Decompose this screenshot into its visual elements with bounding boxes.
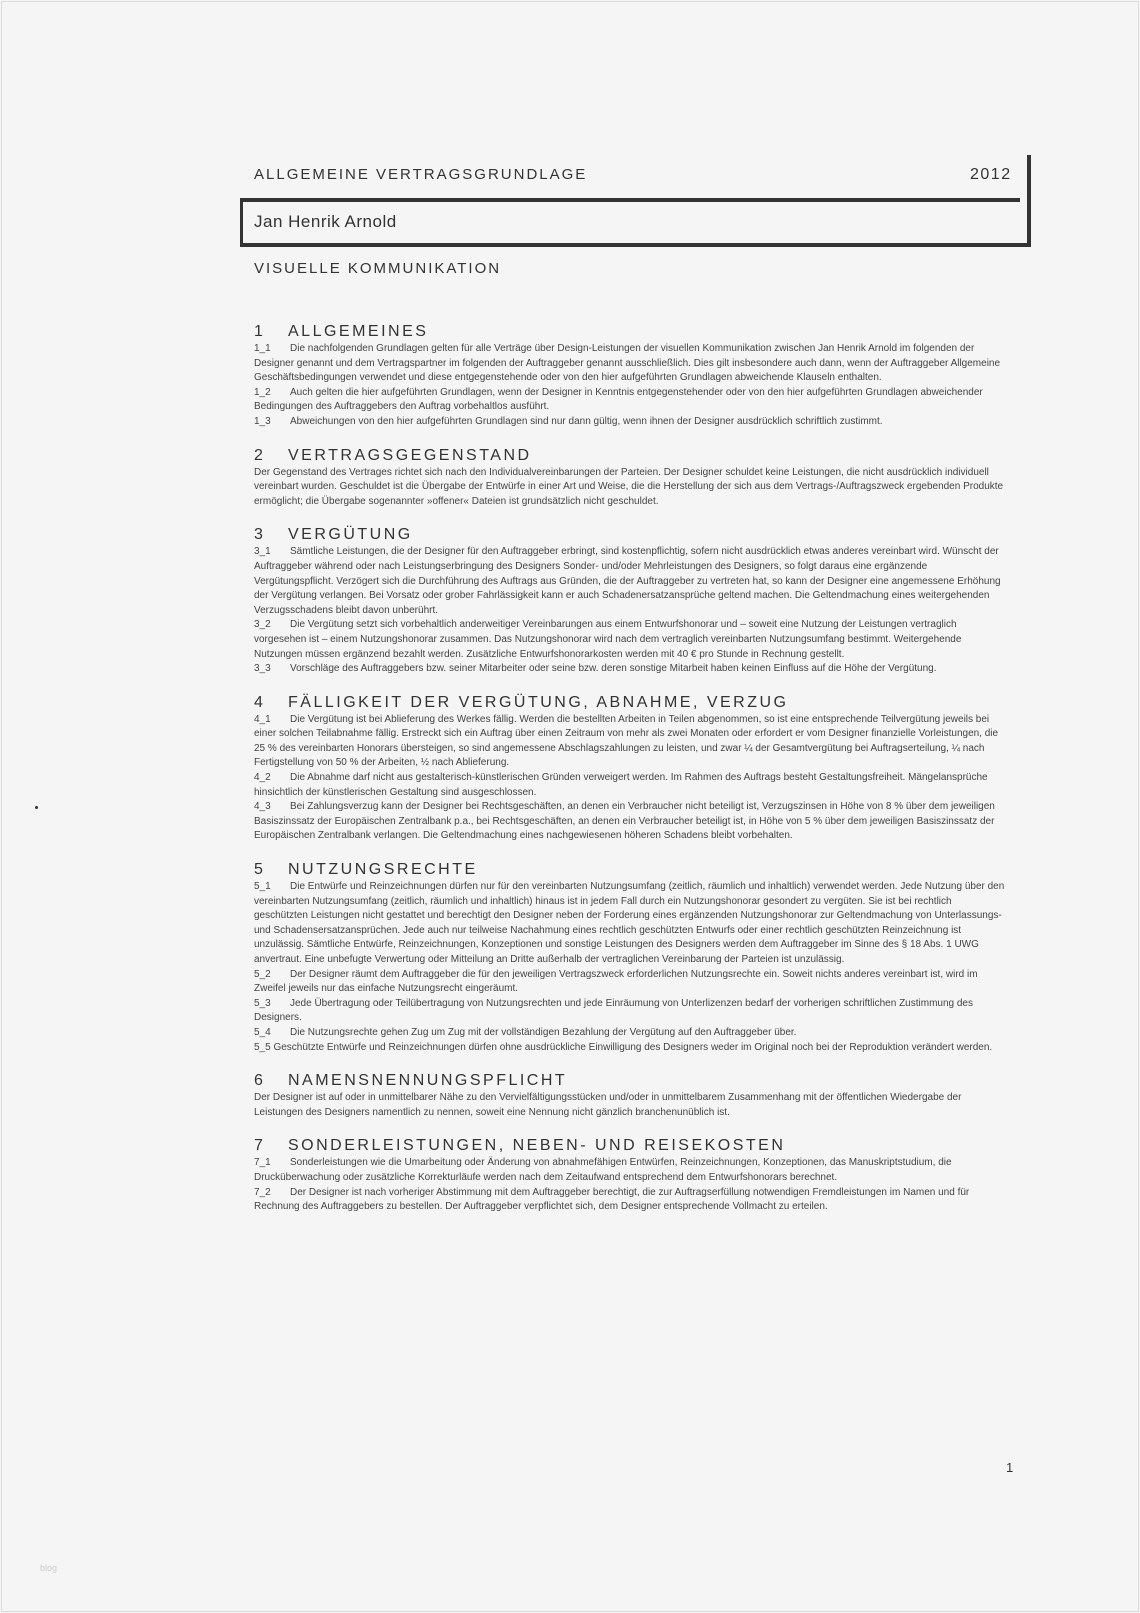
header-frame-line	[1027, 155, 1031, 247]
paragraph	[254, 466, 1006, 510]
paragraph	[254, 618, 1006, 662]
paragraph-number: 3_2	[254, 619, 271, 631]
section	[254, 1071, 1006, 1120]
document-subtitle: VISUELLE KOMMUNIKATION	[254, 260, 502, 277]
paragraph	[254, 968, 1006, 997]
section-title: VERGÜTUNG	[288, 526, 413, 544]
paragraph	[254, 1186, 1006, 1215]
section-number: 1	[254, 323, 266, 340]
paragraph-number: 1_1	[254, 343, 271, 354]
paragraph-text: Sämtliche Leistungen, die der Designer für den Auftraggeber erbringt, sind kostenpflichtig, sofern nicht ausdrücklich etwas anderes vereinbart wird. Wünscht der Auftraggeber während oder nach Leistungserbringung des Designers Sonder- und/oder Mehrleistungen des Designers, so folgt daraus eine ergänzende Vergütungspflicht. Verzögert sich die Durchführung des Auftrags aus Gründen, die der Auftraggeber zu vertreten hat, so kann der Designer eine angemessene Erhöhung der Vergütung verlangen. Bei Vorsatz oder grober Fahrlässigkeit kann er auch Schadenersatzansprüche geltend machen. Die Geltendmachung eines weitergehenden Verzugsschadens bleibt davon unberührt.	[254, 546, 1001, 616]
paragraph	[254, 1091, 1006, 1120]
paragraph	[254, 800, 1006, 844]
paragraph-text: Die Vergütung ist bei Ablieferung des Werkes fällig. Werden die bestellten Arbeiten in Teilen abgenommen, so ist eine entsprechende Teilvergütung jeweils bei einer solchen Teilabnahme fällig. Erstreckt sich ein Auftrag über einen Zeitraum von mehr als zwei Monaten oder erfordert er vom Designer finanzielle Vorleistungen, die 25 % des vereinbarten Honorars übersteigen, so sind angemessene Abschlagszahlungen zu leisten, und zwar ¼ der Gesamtvergütung bei Auftragserteilung, ¼ nach Fertigstellung von 50 % der Arbeiten, ½ nach Ablieferung.	[254, 713, 999, 769]
page-number: 1	[1006, 1460, 1014, 1475]
paragraph-text: Abweichungen von den hier aufgeführten Grundlagen sind nur dann gültig, wenn ihnen der Designer ausdrücklich schriftlich zustimmt.	[290, 415, 883, 427]
paragraph-text: Auch gelten die hier aufgeführten Grundlagen, wenn der Designer in Kenntnis entgegenstehender oder von den hier aufgeführten Grundlagen abweichender Bedingungen des Auftraggebers den Auftrag vorbehaltlos ausführt.	[254, 386, 983, 413]
section-number: 7	[254, 1137, 266, 1155]
paragraph-number: 4_1	[254, 713, 271, 725]
paragraph-text: Bei Zahlungsverzug kann der Designer bei Rechtsgeschäften, an denen ein Verbraucher nicht beteiligt ist, Verzugszinsen in Höhe von 8 % über dem jeweiligen Basiszinssatz der Europäischen Zentralbank p.a., bei Rechtsgeschäften, an denen ein Verbraucher beteiligt ist, in Höhe von 5 % über dem jeweiligen Basiszinssatz der Europäischen Zentralbank verlangen. Die Geltendmachung eines nachgewiesenen höheren Schadens bleibt vorbehalten.	[254, 801, 995, 842]
paragraph-number: 7_2	[254, 1186, 271, 1198]
section-number: 5	[254, 861, 266, 879]
section-title: NUTZUNGSRECHTE	[288, 861, 478, 879]
paragraph	[254, 1156, 1006, 1185]
section-number: 2	[254, 446, 266, 464]
paragraph-number: 5_2	[254, 968, 271, 980]
section-title: SONDERLEISTUNGEN, NEBEN- UND REISEKOSTEN	[288, 1137, 786, 1155]
header-frame-line	[240, 198, 243, 246]
section-title: NAMENSNENNUNGSPFLICHT	[288, 1072, 568, 1090]
header-frame-line	[240, 243, 1031, 247]
paragraph	[254, 386, 1006, 415]
paragraph-number: 3_3	[254, 663, 271, 675]
margin-dot	[35, 806, 38, 809]
section	[254, 860, 1006, 1055]
section-heading	[254, 525, 1006, 545]
paragraph-number: 7_1	[254, 1157, 271, 1169]
paragraph	[254, 1041, 1006, 1056]
paragraph-text: Vorschläge des Auftraggebers bzw. seiner Mitarbeiter oder seine bzw. deren sonstige Mitarbeit haben keinen Einfluss auf die Höhe der Vergütung.	[290, 663, 937, 675]
paragraph-text: Die nachfolgenden Grundlagen gelten für alle Verträge über Design-Leistungen der visuellen Kommunikation zwischen Jan Henrik Arnold im folgenden der Designer genannt und dem Vertragspartner im folgenden der Auftraggeber genannt ausschließlich. Dies gilt insbesondere auch dann, wenn der Auftraggeber Allgemeine Geschäftsbedingungen verwendet und diese entgegenstehende oder von den hier aufgeführten Grundlagen abweichende Klauseln enthalten.	[254, 343, 1001, 384]
paragraph-number: 5_1	[254, 881, 271, 893]
paragraph	[254, 771, 1006, 800]
section	[254, 322, 1006, 430]
paragraph	[254, 713, 1006, 771]
paragraph-text: Der Designer ist auf oder in unmittelbarer Nähe zu den Vervielfältigungsstücken und/oder in unmittelbarem Zusammenhang mit der öffentlichen Wiedergabe der Leistungen des Designers namentlich zu nennen, soweit eine Nennung nicht gänzlich branchenunüblich ist.	[254, 1092, 962, 1118]
header-frame-line	[240, 198, 1020, 202]
document-year: 2012	[970, 166, 1012, 183]
paragraph-number: 4_2	[254, 772, 271, 784]
section	[254, 525, 1006, 676]
paragraph-text: Sonderleistungen wie die Umarbeitung oder Änderung von abnahmefähigen Entwürfen, Reinzeichnungen, Konzeptionen, das Manuskriptstudium, die Drucküberwachung oder zusätzliche Korrekturläufe werden nach dem Zeitaufwand entsprechend dem Entwurfshonorars berechnet.	[254, 1157, 952, 1183]
paragraph-text: Die Vergütung setzt sich vorbehaltlich anderweitiger Vereinbarungen aus einem Entwurfshonorar und – soweit eine Nutzung der Leistungen vertraglich vorgesehen ist – einem Nutzungshonorar zusammen. Das Nutzungshonorar wird nach dem vertraglich vereinbarten Nutzungsumfang bestimmt. Weitergehende Nutzungen müssen ergänzend bezahlt werden. Zusätzliche Entwurfshonorarkosten werden mit 40 € pro Stunde in Rechnung gestellt.	[254, 619, 962, 660]
paragraph	[254, 545, 1006, 618]
section	[254, 1136, 1006, 1214]
paragraph-text: Die Nutzungsrechte gehen Zug um Zug mit der vollständigen Bezahlung der Vergütung auf den Auftraggeber über.	[290, 1026, 797, 1038]
section-heading	[254, 322, 1006, 342]
section-heading	[254, 1071, 1006, 1091]
paragraph-number: 1_2	[254, 386, 271, 398]
author-name: Jan Henrik Arnold	[254, 212, 397, 231]
paragraph	[254, 662, 1006, 677]
paragraph	[254, 880, 1006, 968]
paragraph	[254, 997, 1006, 1026]
paragraph-number: 3_1	[254, 546, 271, 558]
section-heading	[254, 446, 1006, 466]
paragraph-text: Der Gegenstand des Vertrages richtet sich nach den Individualvereinbarungen der Parteien. Der Designer schuldet keine Leistungen, die nicht ausdrücklich individuell vereinbart wurden. Geschuldet ist die Übergabe der Entwürfe in einer Art und Weise, die die Herstellung der sich aus dem Vertrags-/Auftragszweck ergebenden Produkte ermöglicht; die Übergabe sogenannter »offener« Dateien ist grundsätzlich nicht geschuldet.	[254, 466, 1004, 507]
section-heading	[254, 860, 1006, 880]
paragraph-text: Die Entwürfe und Reinzeichnungen dürfen nur für den vereinbarten Nutzungsumfang (zeitlich, räumlich und inhaltlich) verwendet werden. Jede Nutzung über den vereinbarten Nutzungsumfang (zeitlich, räumlich und inhaltlich) hinaus ist in jedem Fall durch ein Nutzungshonorar gesondert zu vergüten. Sie ist bei rechtlich geschützten Leistungen nicht gestattet und berechtigt den Designer neben der Forderung eines ergänzenden Nutzungshonorar zur Geltendmachung von Unterlassungs- und Schadensersatzansprüchen. Jede auch nur teilweise Nachahmung eines rechtlich geschützten Entwurfs oder einer rechtlich geschützten Reinzeichnung ist unzulässig. Sämtliche Entwürfe, Reinzeichnungen, Konzeptionen und sonstige Leistungen des Designers werden dem Auftraggeber im Sinne des § 18 Abs. 1 UWG anvertraut. Eine unbefugte Verwertung oder Mitteilung an Dritte außerhalb der vertraglichen Vereinbarung der Parteien ist unzulässig.	[254, 881, 1005, 965]
section	[254, 693, 1006, 844]
paragraph-text: 5_5 Geschützte Entwürfe und Reinzeichnungen dürfen ohne ausdrückliche Einwilligung des Designers weder im Original noch bei der Reproduktion verändert werden.	[254, 1041, 993, 1053]
paragraph	[254, 415, 1006, 430]
paragraph-text: Jede Übertragung oder Teilübertragung von Nutzungsrechten und jede Einräumung von Unterlizenzen bedarf der vorherigen schriftlichen Zustimmung des Designers.	[254, 997, 973, 1024]
section-title: VERTRAGSGEGENSTAND	[288, 446, 532, 464]
document-title: ALLGEMEINE VERTRAGSGRUNDLAGE	[254, 166, 588, 183]
paragraph-text: Der Designer ist nach vorheriger Abstimmung mit dem Auftraggeber berechtigt, die zur Auftragserfüllung notwendigen Fremdleistungen im Namen und für Rechnung des Auftraggebers zu bestellen. Der Auftraggeber verpflichtet sich, dem Designer entsprechende Vollmacht zu erteilen.	[254, 1186, 970, 1213]
document-body	[254, 322, 1006, 1231]
section-title: ALLGEMEINES	[288, 323, 429, 340]
section-heading	[254, 693, 1006, 713]
paragraph-number: 1_3	[254, 415, 271, 427]
paragraph	[254, 1026, 1006, 1041]
section-title: FÄLLIGKEIT DER VERGÜTUNG, ABNAHME, VERZUG	[288, 693, 789, 711]
paragraph	[254, 342, 1006, 386]
paragraph-number: 5_4	[254, 1026, 271, 1038]
section-number: 4	[254, 693, 266, 711]
watermark: blog	[40, 1563, 58, 1573]
paragraph-number: 4_3	[254, 801, 271, 813]
paragraph-number: 5_3	[254, 997, 271, 1009]
section	[254, 446, 1006, 510]
paragraph-text: Der Designer räumt dem Auftraggeber die für den jeweiligen Vertragszweck erforderlichen Nutzungsrechte ein. Soweit nichts anderes vereinbart ist, wird im Zweifel jeweils nur das einfache Nutzungsrecht eingeräumt.	[254, 968, 978, 995]
section-number: 3	[254, 526, 266, 544]
section-number: 6	[254, 1072, 266, 1090]
paragraph-text: Die Abnahme darf nicht aus gestalterisch-künstlerischen Gründen verweigert werden. Im Rahmen des Auftrags besteht Gestaltungsfreiheit. Mängelansprüche hinsichtlich der künstlerischen Gestaltung sind ausgeschlossen.	[254, 772, 988, 798]
section-heading	[254, 1136, 1006, 1156]
